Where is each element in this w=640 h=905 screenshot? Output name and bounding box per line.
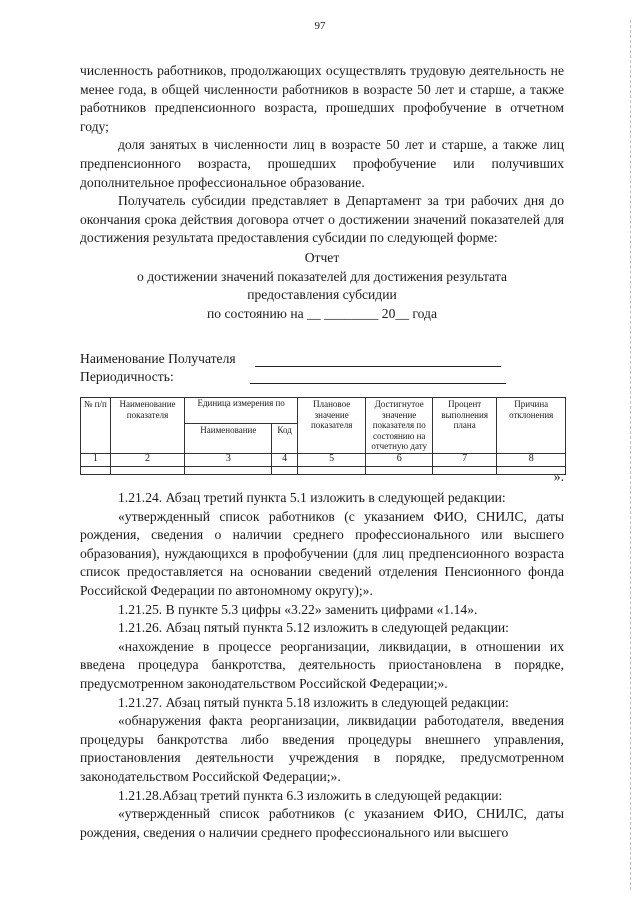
header-cell: Плановое значение показателя — [297, 398, 366, 454]
column-number-cell: 8 — [497, 453, 566, 466]
report-subtitle: о достижении значений показателей для достижения результата — [137, 268, 507, 284]
report-heading — [80, 249, 564, 323]
report-subtitle: предоставления субсидии — [247, 287, 397, 303]
amendment-paragraph: 1.21.26. Абзац пятый пункта 5.12 изложить в следующей редакции: — [118, 620, 509, 636]
column-number-cell: 4 — [272, 453, 298, 466]
header-cell: № п/п — [81, 398, 111, 454]
intro-paragraph: численность работников, продолжающих осуществлять трудовую деятельность не менее года, в общей численности работников в возрасте 50 лет и старше, а также работников предпенсионного возраста, прошедших профобучение в отчетном году; — [80, 63, 564, 134]
column-number-cell: 1 — [81, 453, 111, 466]
header-cell: Наименование — [185, 423, 272, 453]
column-number-cell: 7 — [432, 453, 496, 466]
intro-paragraph: Получатель субсидии представляет в Департамент за три рабочих дня до окончания срока действия договора отчет о достижении значений показателей для достижения результата предоставления субсидии по следующей форме: — [80, 193, 564, 246]
scan-edge — [630, 20, 632, 890]
intro-text — [80, 62, 564, 248]
column-number-cell: 3 — [185, 453, 272, 466]
page-number: 97 — [314, 20, 326, 32]
after-table-row — [80, 468, 564, 487]
amendments-text — [80, 489, 564, 842]
amendment-paragraph: «обнаружения факта реорганизации, ликвидации работодателя, введения процедуры банкротства либо введения процедуры внешнего управления, приостановления деятельности учреждения в порядке, предусмотренном законодательством Российской Федерации;». — [80, 713, 564, 784]
recipient-label: Наименование Получателя — [80, 351, 236, 366]
header-cell: Код — [272, 423, 298, 453]
column-number-cell: 6 — [366, 453, 433, 466]
amendment-paragraph: 1.21.25. В пункте 5.3 цифры «3.22» заменить цифрами «1.14». — [118, 601, 478, 617]
closing-quote: ». — [553, 469, 564, 484]
amendment-paragraph: 1.21.24. Абзац третий пункта 5.1 изложить в следующей редакции: — [118, 490, 506, 505]
periodicity-field — [250, 383, 506, 384]
column-number-cell: 2 — [110, 453, 185, 466]
periodicity-label: Периодичность: — [80, 369, 174, 384]
amendment-paragraph: «нахождение в процессе реорганизации, ликвидации, в отношении их введена процедура банкротства, деятельность приостановлена в порядке, предусмотренном законодательством Российской Федерации;». — [80, 638, 564, 691]
header-cell: Процент выполнения плана — [432, 398, 496, 454]
amendment-paragraph: «утвержденный список работников (с указанием ФИО, СНИЛС, даты рождения, сведения о наличии среднего профессионального или высшего — [80, 806, 564, 840]
recipient-field — [255, 366, 501, 367]
header-cell: Наименование показателя — [110, 398, 185, 454]
amendment-paragraph: 1.21.27. Абзац пятый пункта 5.18 изложить в следующей редакции: — [118, 694, 509, 710]
table-row — [81, 453, 566, 466]
amendment-paragraph: «утвержденный список работников (с указанием ФИО, СНИЛС, даты рождения, сведения о наличии среднего профессионального или высшего образования), нуждающихся в профобучении (для лиц предпенсионного возраста список предоставляется на основании сведений отделения Пенсионного фонда Российской Федерации по автономному округу);». — [80, 508, 564, 598]
header-cell: Причина отклонения — [497, 398, 566, 454]
header-cell: Достигнутое значение показателя по состоянию на отчетную дату — [366, 398, 433, 454]
header-cell: Единица измерения по — [185, 398, 298, 424]
intro-paragraph: доля занятых в численности лиц в возрасте 50 лет и старше, а также лиц предпенсионного возраста, прошедших профобучение или получивших дополнительное профессиональное образование. — [80, 137, 564, 190]
column-number-cell: 5 — [297, 453, 366, 466]
amendment-paragraph: 1.21.28.Абзац третий пункта 6.3 изложить в следующей редакции: — [118, 787, 503, 803]
report-title: Отчет — [304, 250, 340, 265]
report-date-line: по состоянию на __ ________ 20__ года — [207, 305, 437, 321]
report-form-table — [80, 397, 566, 475]
table-header-row — [81, 398, 566, 424]
